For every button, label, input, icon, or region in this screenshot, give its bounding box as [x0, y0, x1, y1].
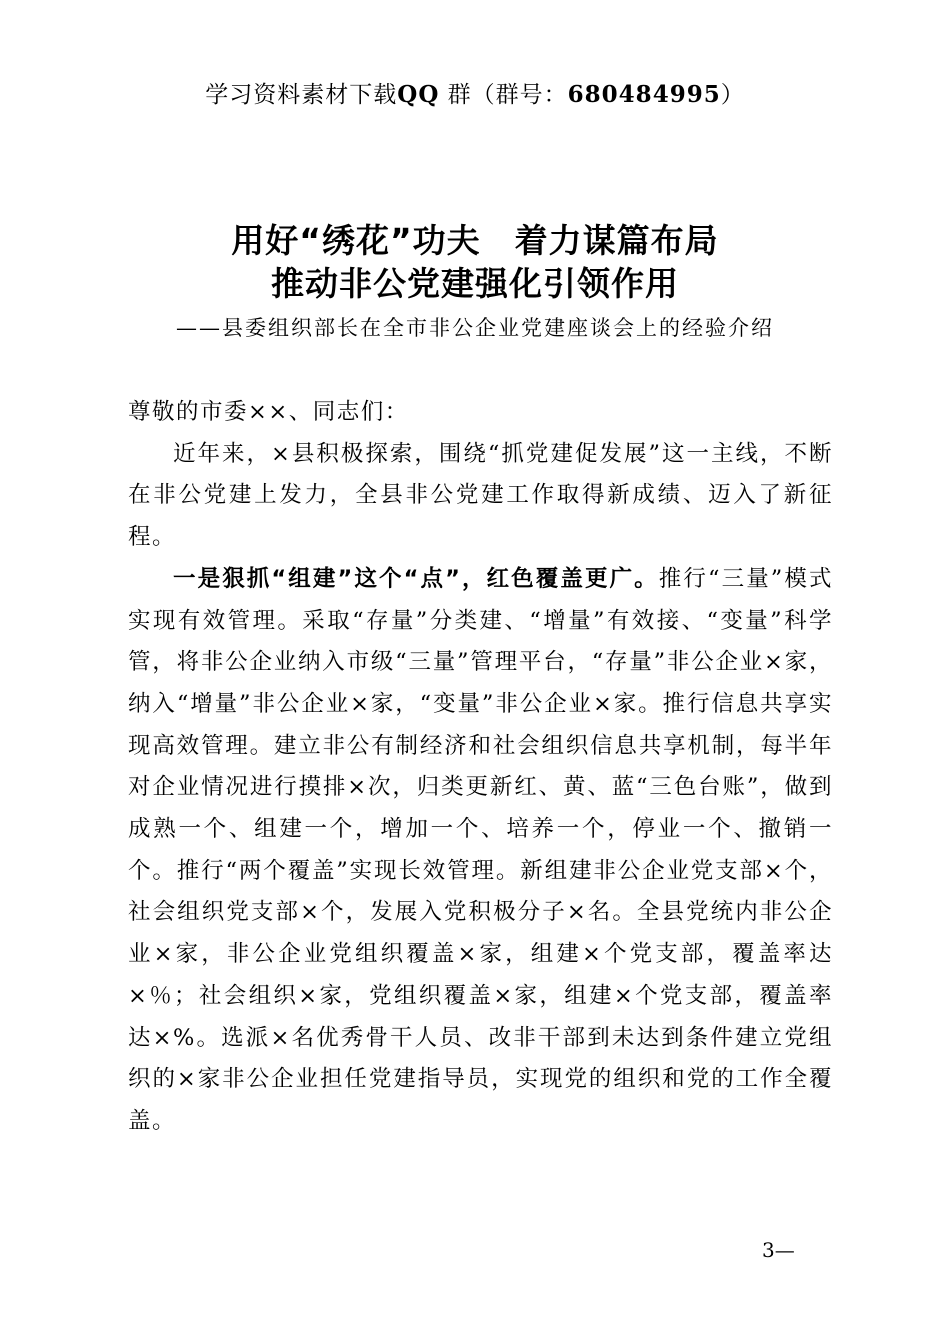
header-middle: 群（群号： — [439, 82, 568, 108]
section-1-text: 推行“三量”模式实现有效管理。采取“存量”分类建、“增量”有效接、“变量”科学管，将非公企业纳入市级“三量”管理平台，“存量”非公企业×家，纳入“增量”非公企业×家，“变量”非公企业×家。推行信息共享实现高效管理。建立非公有制经济和社会组织信息共享机制，每半年对企业情况进行摸排×次，归类更新红、黄、蓝“三色台账”，做到成熟一个、组建一个，增加一个、培养一个，停业一个、撤销一个。推行“两个覆盖”实现长效管理。新组建非公企业党支部×个，社会组织党支部×个，发展入党积极分子×名。全县党统内非公企业×家，非公企业党组织覆盖×家，组建×个党支部，覆盖率达×％；社会组织×家，党组织覆盖×家，组建×个党支部，覆盖率达×%。选派×名优秀骨干人员、改非干部到未达到条件建立党组织的×家非公企业担任党建指导员，实现党的组织和党的工作全覆盖。 — [128, 565, 833, 1134]
intro-paragraph: 近年来，×县积极探索，围绕“抓党建促发展”这一主线，不断在非公党建上发力，全县非公党建工作取得新成绩、迈入了新征程。 — [128, 440, 833, 551]
page-number: 3— — [762, 1238, 795, 1262]
section-1-paragraph — [128, 559, 833, 1143]
header-suffix: ） — [720, 82, 745, 108]
header-number: 680484995 — [567, 81, 721, 108]
page-header — [0, 76, 950, 109]
salutation: 尊敬的市委××、同志们： — [128, 399, 409, 425]
document-body — [128, 392, 833, 1143]
header-prefix: 学习资料素材下载 — [205, 82, 398, 108]
subtitle: ——县委组织部长在全市非公企业党建座谈会上的经验介绍 — [176, 316, 774, 340]
section-1-lead: 一是狠抓“组建”这个“点”，红色覆盖更广。 — [173, 565, 659, 592]
title-line-1: 用好“绣花”功夫 着力谋篇布局 — [231, 221, 719, 260]
title-line-2: 推动非公党建强化引领作用 — [271, 264, 679, 303]
header-qq: QQ — [397, 81, 440, 108]
